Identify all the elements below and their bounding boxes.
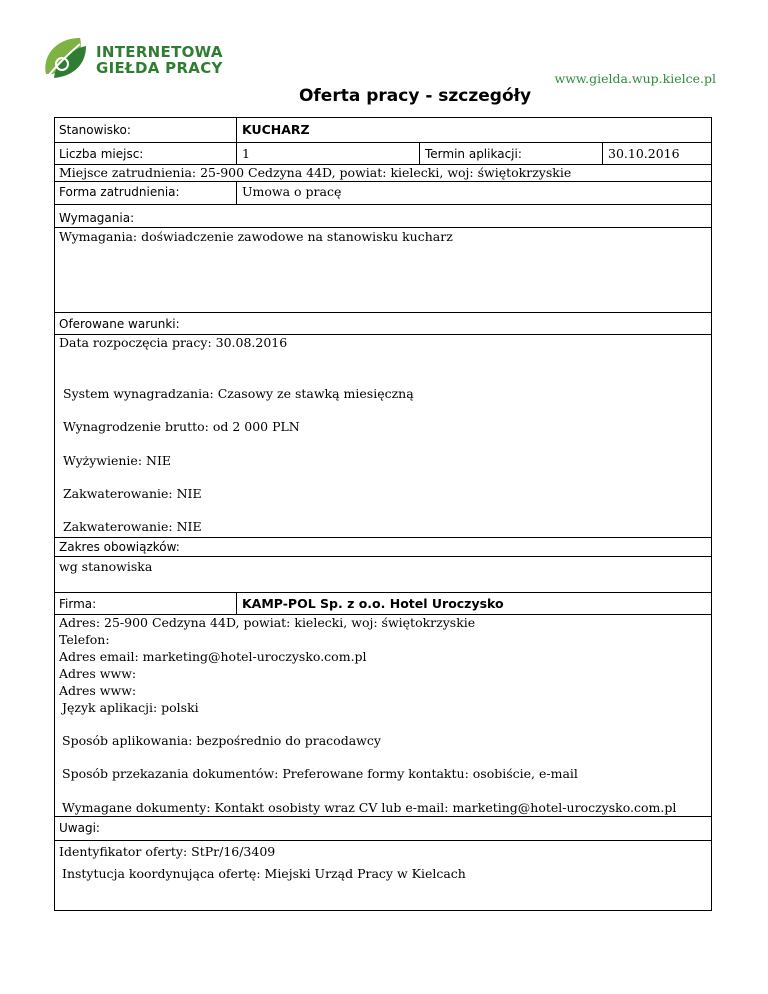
workplace-text: Miejsce zatrudnienia: 25-900 Cedzyna 44D, powiat: kielecki, woj: świętokrzyskie [59,165,572,180]
required-documents: Wymagane dokumenty: Kontakt osobisty wraz CV lub e-mail: marketing@hotel-uroczysko.com.pl [62,800,677,815]
coordinating-institution: Instytucja koordynująca ofertę: Miejski Urząd Pracy w Kielcach [62,866,466,881]
deadline-value: 30.10.2016 [608,146,680,161]
offer-id: Identyfikator oferty: StPr/16/3409 [59,844,276,859]
requirements-label: Wymagania: [59,211,135,225]
salary: Wynagrodzenie brutto: od 2 000 PLN [63,419,300,434]
company-www-1: Adres www: [59,666,137,681]
logo-text-line2: GIEŁDA PRACY [96,59,223,77]
conditions-header-row [54,312,712,335]
places-row [54,142,712,165]
company-name: KAMP-POL Sp. z o.o. Hotel Uroczysko [242,596,504,611]
places-label: Liczba miejsc: [59,147,144,161]
position-label: Stanowisko: [59,123,131,137]
page-title: Oferta pracy - szczegóły [298,86,532,106]
places-value: 1 [242,146,250,161]
company-row [54,592,712,615]
position-row [54,117,712,143]
website-link[interactable]: www.gielda.wup.kielce.pl [554,71,716,86]
company-phone: Telefon: [59,632,110,647]
duties-label: Zakres obowiązków: [59,540,180,554]
application-language: Język aplikacji: polski [62,700,199,715]
accommodation-2: Zakwaterowanie: NIE [63,519,202,534]
requirements-header-row [54,204,712,228]
notes-content-row [54,840,712,911]
logo-text-line1: INTERNETOWA [96,43,223,61]
duties-text: wg stanowiska [59,559,153,574]
meals: Wyżywienie: NIE [63,453,172,468]
requirements-text: Wymagania: doświadczenie zawodowe na stanowisku kucharz [59,229,453,244]
start-date: Data rozpoczęcia pracy: 30.08.2016 [59,335,288,350]
logo-leaf-icon [40,34,92,82]
company-address: Adres: 25-900 Cedzyna 44D, powiat: kielecki, woj: świętokrzyskie [59,615,476,630]
employment-form-row [54,181,712,205]
position-value: KUCHARZ [242,122,310,137]
company-label: Firma: [59,597,97,611]
duties-header-row [54,537,712,557]
workplace-row [54,164,712,182]
conditions-label: Oferowane warunki: [59,317,180,331]
deadline-label: Termin aplikacji: [425,147,522,161]
company-www-2: Adres www: [59,683,137,698]
requirements-content-row [54,227,712,313]
logo [40,34,240,84]
conditions-content-row [54,334,712,538]
apply-method: Sposób aplikowania: bezpośrednio do pracodawcy [62,733,381,748]
employment-form-value: Umowa o pracę [242,184,342,199]
documents-method: Sposób przekazania dokumentów: Preferowane formy kontaktu: osobiście, e-mail [62,766,578,781]
accommodation-1: Zakwaterowanie: NIE [63,486,202,501]
notes-label: Uwagi: [59,821,100,835]
company-email: Adres email: marketing@hotel-uroczysko.com.pl [59,649,367,664]
pay-system: System wynagradzania: Czasowy ze stawką miesięczną [63,386,414,401]
notes-header-row [54,816,712,841]
company-details-row [54,614,712,817]
duties-content-row [54,556,712,593]
employment-form-label: Forma zatrudnienia: [59,185,180,199]
